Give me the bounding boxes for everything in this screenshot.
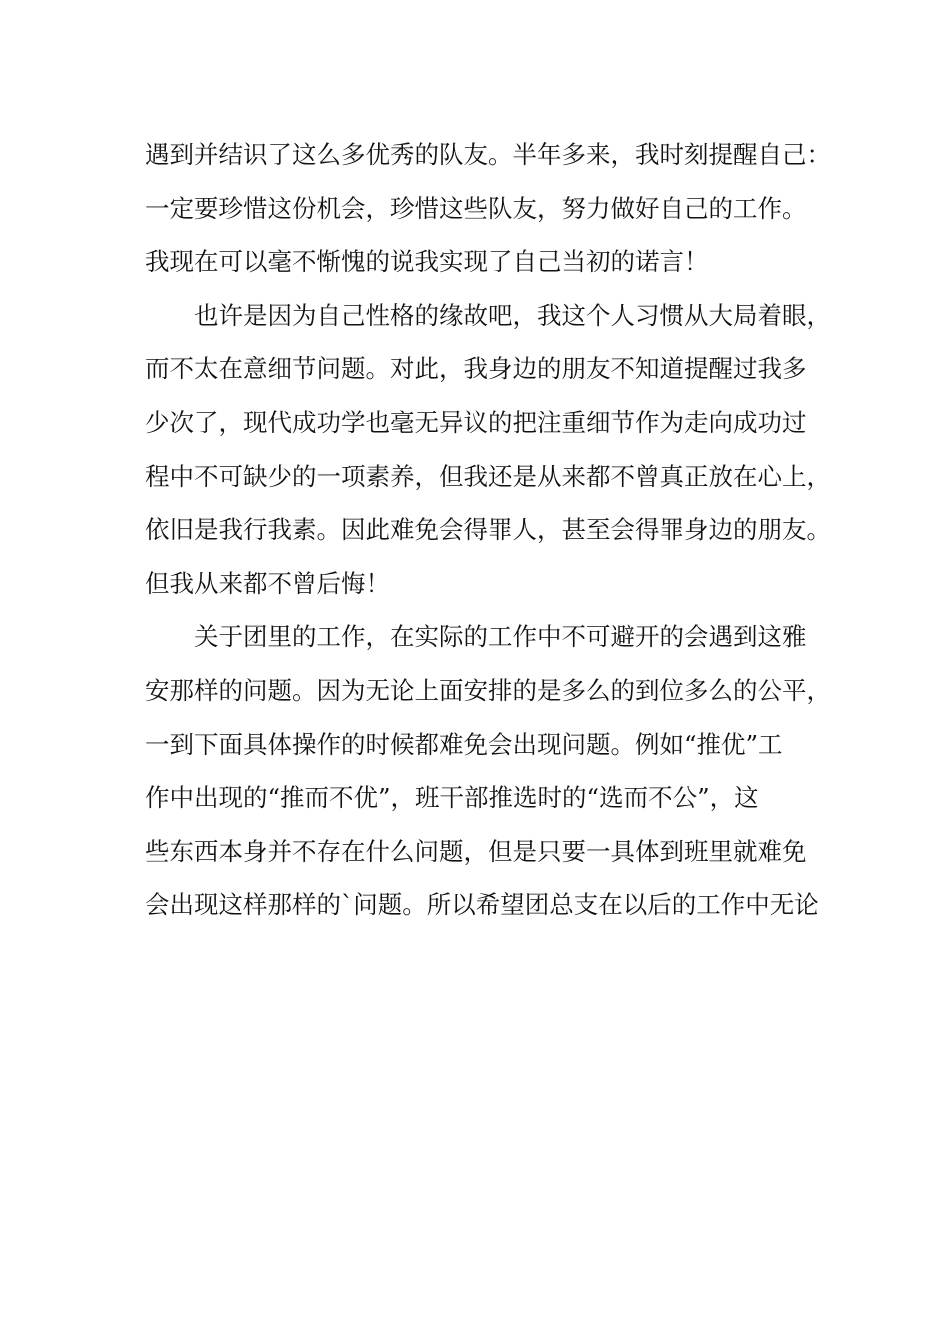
body-text xyxy=(145,128,831,932)
paragraph-first-line: 也许是因为自己性格的缘故吧，我这个人习惯从大局着眼， xyxy=(194,300,831,330)
text-line: 但我从来都不曾后悔！ xyxy=(145,568,390,598)
text-line: 程中不可缺少的一项素养，但我还是从来都不曾真正放在心上， xyxy=(145,461,831,491)
paragraph-first-line: 关于团里的工作，在实际的工作中不可避开的会遇到这雅 xyxy=(194,622,807,652)
text-line: 会出现这样那样的`问题。所以希望团总支在以后的工作中无论 xyxy=(145,890,819,920)
text-line: 作中出现的“推而不优”，班干部推选时的“选而不公”，这 xyxy=(145,783,759,813)
text-line: 安那样的问题。因为无论上面安排的是多么的到位多么的公平， xyxy=(145,675,831,705)
text-line: 些东西本身并不存在什么问题，但是只要一具体到班里就难免 xyxy=(145,836,807,866)
text-line: 而不太在意细节问题。对此，我身边的朋友不知道提醒过我多 xyxy=(145,354,807,384)
text-line: 一到下面具体操作的时候都难免会出现问题。例如“推优”工 xyxy=(145,729,783,759)
text-line: 我现在可以毫不惭愧的说我实现了自己当初的诺言！ xyxy=(145,247,709,277)
text-line: 遇到并结识了这么多优秀的队友。半年多来，我时刻提醒自己： xyxy=(145,140,831,169)
text-line: 一定要珍惜这份机会，珍惜这些队友，努力做好自己的工作。 xyxy=(145,193,807,223)
text-line: 依旧是我行我素。因此难免会得罪人，甚至会得罪身边的朋友。 xyxy=(145,515,831,545)
text-line: 少次了，现代成功学也毫无异议的把注重细节作为走向成功过 xyxy=(145,407,807,437)
